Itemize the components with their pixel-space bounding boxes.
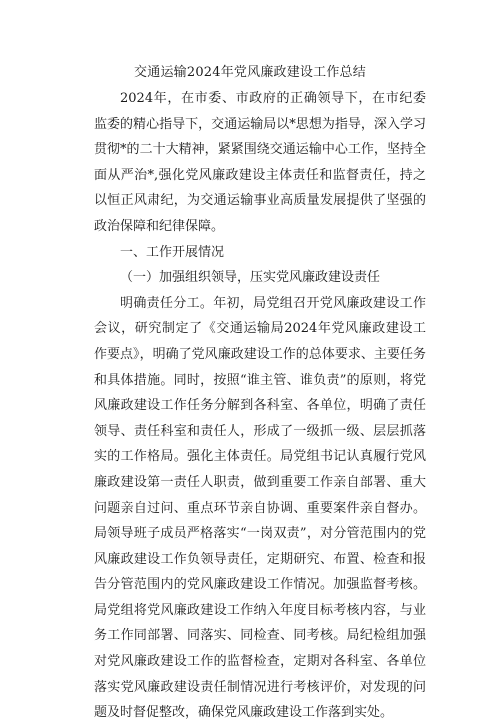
body-paragraph: 明确责任分工。年初，局党组召开党风廉政建设工作会议，研究制定了《交通运输局2024年党风廉政建设工作要点》，明确了党风廉政建设工作的总体要求、主要任务和具体措施。同时，按照“谁主管、谁负责”的原则，将党风廉政建设工作任务分解到各科室、各单位，明确了责任领导、责任科室和责任人，形成了一级抓一级、层层抓落实的工作格局。强化主体责任。局党组书记认真履行党风廉政建设第一责任人职责，做到重要工作亲自部署、重大问题亲自过问、重点环节亲自协调、重要案件亲自督办。局领导班子成员严格落实“一岗双责”，对分管范围内的党风廉政建设工作负领导责任，定期研究、布置、检查和报告分管范围内的党风廉政建设工作情况。加强监督考核。局党组将党风廉政建设工作纳入年度目标考核内容，与业务工作同部署、同落实、同检查、同考核。局纪检组加强对党风廉政建设工作的监督检查，定期对各科室、各单位落实党风廉政建设责任制情况进行考核评价，对发现的问题及时督促整改，确保党风廉政建设工作落到实处。 (94, 295, 426, 721)
intro-paragraph: 2024年，在市委、市政府的正确领导下，在市纪委监委的精心指导下，交通运输局以*思想为指导，深入学习贯彻*的二十大精神，紧紧围绕交通运输中心工作，坚持全面从严治*,强化党风廉政建设主体责任和监督责任，持之以恒正风肃纪，为交通运输事业高质量发展提供了坚强的政治保障和纪律保障。 (94, 91, 426, 234)
section-heading: 一、工作开展情况 (120, 244, 225, 260)
document-title: 交通运输2024年党风廉政建设工作总结 (134, 65, 366, 80)
subsection-heading: （一）加强组织领导，压实党风廉政建设责任 (120, 270, 381, 286)
document-body (94, 86, 426, 726)
